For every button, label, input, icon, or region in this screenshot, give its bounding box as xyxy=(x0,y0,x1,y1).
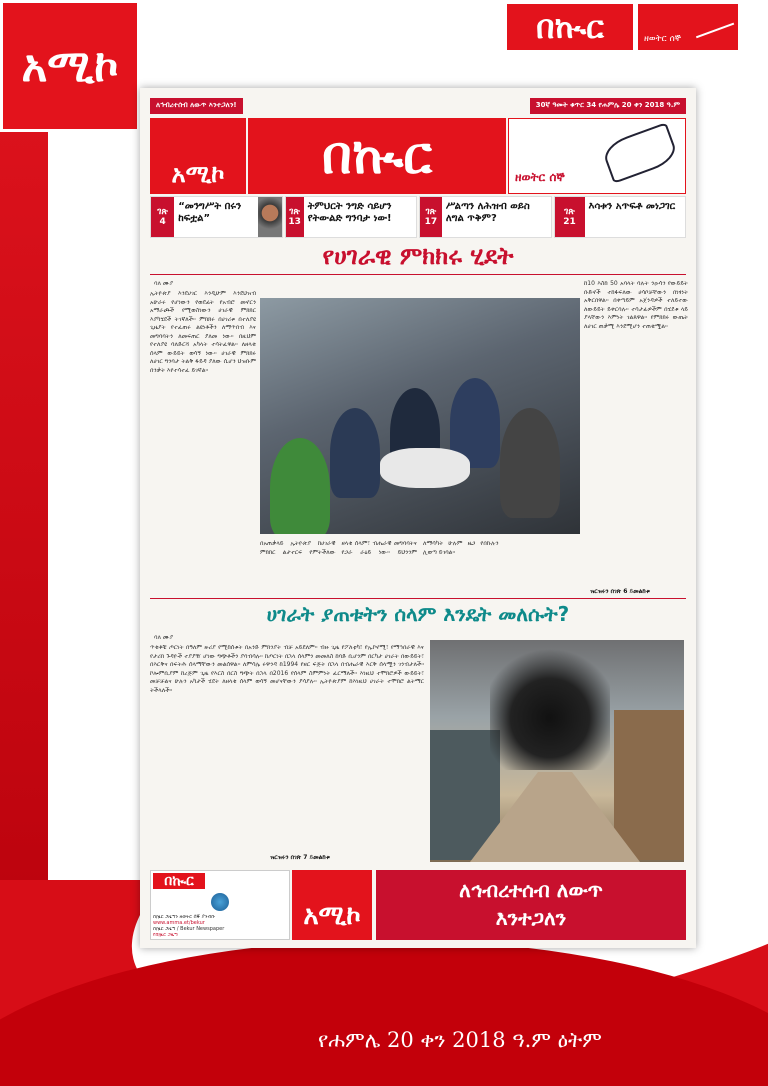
divider xyxy=(150,598,686,599)
teaser-text: ትምህርት ንግድ ሳይሆን የትውልድ ግንባታ ነው! xyxy=(307,201,392,224)
teaser-page: ገጽ 21 xyxy=(555,197,585,237)
masthead-amiko: አሚኮ xyxy=(150,118,246,194)
ad-slogan-line1: ለኅብረተሰብ ለውጥ xyxy=(459,878,603,902)
story1-col-right: ከ10 እስከ 50 አባላት ባሉት ንዑሳን የውይይት ቡድኖች ተከፋፍለው ሀሳቦቻቸውን በነፃነት አቅርበዋል። በቀጣይም አጀንዳዎች ተለይተው ለውይይት ይቀርባሉ። ተሳታፊዎችም በሂደቱ ላይ ያላቸውን እምነት ገልጸዋል። የምክክሩ ውጤት ለሀገር ጠቃሚ እንደሚሆን ተጠቁሟል። xyxy=(584,280,688,330)
teaser-text: እሳቱን አጥፍቶ መነጋገር xyxy=(588,201,676,212)
story1-caption[interactable]: ዝርዝሩን በገጽ 6 ይመልከቱ xyxy=(590,588,650,595)
topbar-issue: 30ኛ ዓመት ቁጥር 34 የሐምሌ 20 ቀን 2018 ዓ.ም xyxy=(530,98,686,114)
portrait-image xyxy=(258,197,281,237)
ad-line3: የበኲር ጋዜጣ xyxy=(153,932,178,938)
story1-headline[interactable]: የሀገራዊ ምክክሩ ሂደት xyxy=(322,242,514,270)
story2-byline: ባለ ሙያ xyxy=(154,634,174,641)
masthead-right xyxy=(508,118,686,194)
teaser-text: “መንግሥት በሩን ከፍቷል” xyxy=(178,201,242,224)
ad-box xyxy=(150,870,290,940)
story2-caption[interactable]: ዝርዝሩን በገጽ 7 ይመልከቱ xyxy=(270,854,330,861)
issue-date: የሐምሌ 20 ቀን 2018 ዓ.ም ዕትም xyxy=(318,1028,602,1052)
teaser-page: ገጽ 4 xyxy=(151,197,174,237)
teaser-text: ሥልጣን ለሕዝብ ወይስ ለግል ጥቅም? xyxy=(445,201,530,224)
bekur-logo-side xyxy=(636,2,740,52)
masthead-subtitle: ዘወትር ሰኞ xyxy=(515,170,565,184)
topbar-slogan: ለኅብረተሰብ ለውጥ እንተጋለን! xyxy=(150,98,243,114)
ad-slogan-line2: እንተጋለን xyxy=(495,906,567,930)
meeting-photo xyxy=(260,298,580,534)
bekur-logo: በኲር xyxy=(505,2,635,52)
story2-headline[interactable]: ሀገራት ያጠቱትን ሰላም እንዴት መለሱት? xyxy=(266,602,570,626)
pen-icon xyxy=(690,6,734,38)
teaser-page: ገጽ 13 xyxy=(286,197,304,237)
teaser-1[interactable] xyxy=(150,196,283,238)
paper-topbar xyxy=(150,98,686,114)
teaser-page: ገጽ 17 xyxy=(420,197,442,237)
masthead-title: በኲር xyxy=(248,118,506,194)
brand-logo xyxy=(0,0,140,132)
newspaper-page xyxy=(140,88,696,948)
story1-col-left: ኢትዮጵያ እንደሀገር እንዲሁም እንደህዝብ አሁራሩ የሆነውን የወደፊት የአብሮ መኖርን አማራጮች የሚወስነውን ሀገራዊ ምክክር እያካሄደች ትገኛለች። ምክክሩ በሀገሪቱ በተለያዩ ጊዜያት የተፈጠሩ ልዩነቶችን ለማጥበብ እና መግባባትን ለመፍጠር ያለመ ነው። በዚህም የተለያዩ ባለድርሻ አካላት ተሳትፈዋል። ለዘላቂ ሰላም ውይይት ወሳኝ ነው። ሀገራዊ ምክክሩ ለሀገር ግንባታ ትልቅ ፋይዳ ያለው ሲሆን ህዝቡም በንቃት እየተሳተፈ ይገኛል። xyxy=(150,290,256,374)
teaser-3[interactable] xyxy=(419,196,552,238)
ad-line1: በኲር ጋዜጣን ዘወትር ሰኞ ያንብቡ xyxy=(153,914,216,920)
ad-site[interactable]: www.amma.et/bekur xyxy=(153,920,205,926)
ad-slogan xyxy=(376,870,686,940)
teaser-strip xyxy=(150,196,686,238)
globe-icon xyxy=(211,893,229,911)
story2-col-text: ጥቂቶቹ ጦርነት በዓለም ዙሪያ የሚከሰቱት በአንድ ምክንያት ብቻ አይደለም። ብዙ ጊዜ የፖለቲካ፣ የኢኮኖሚ፣ የማኅበራዊ እና የታሪክ ጉዳዮች ተያያዥ ሆነው ግጭቶችን ያባብሳሉ። ከጦርነት በኋላ ሰላምን መመለስ ከባድ ቢሆንም በርካታ ሀገራት በውይይት፣ በእርቅና በፍትሕ ሰላማቸውን መልሰዋል። ለምሳሌ ሩዋንዳ ከ1994 የዘር ፍጅት በኋላ በብሔራዊ እርቅ ሰላሟን ገንብታለች። ኮሎምቢያም ከረጅም ጊዜ የእርስ በርስ ግጭት በኋላ በ2016 የሰላም ስምምነት ፈርማለች። እነዚህ ተሞክሮዎች ውይይት፣ መቻቻልና ሁሉን አካታች ሂደት ለዘላቂ ሰላም ወሳኝ መሆናቸውን ያሳያሉ። ኢትዮጵያም ከእነዚህ ሀገራት ተሞክሮ ልትማር ትችላለች። xyxy=(150,644,424,694)
story1-col-bottom: በአጠቃላይ ኢትዮጵያ ከሀገራዊ ምክክር ልታተርፍ የምትችለው ዘላቂ ሰላም፣ ብሔራዊ መግባባትና የጋራ ራዕይ ነው። ይህንንም ለማሳካት ሁሉም ዜጋ የበኩሉን ሊወጣ ይገባል። xyxy=(260,540,499,556)
brand-text: አሚኮ xyxy=(21,40,119,92)
ad-line2: በኲር ጋዜጣ / Bekur Newspaper xyxy=(153,926,225,932)
logo-subtitle: ዘወትር ሰኞ xyxy=(644,34,682,44)
quill-icon xyxy=(600,122,679,184)
story1-byline: ባለ ሙያ xyxy=(154,280,174,287)
teaser-2[interactable] xyxy=(285,196,418,238)
street-smoke-photo xyxy=(430,640,684,862)
divider xyxy=(150,274,686,275)
ad-amiko: አሚኮ xyxy=(292,870,372,940)
teaser-4[interactable] xyxy=(554,196,687,238)
ad-logo: በኲር xyxy=(153,873,205,889)
